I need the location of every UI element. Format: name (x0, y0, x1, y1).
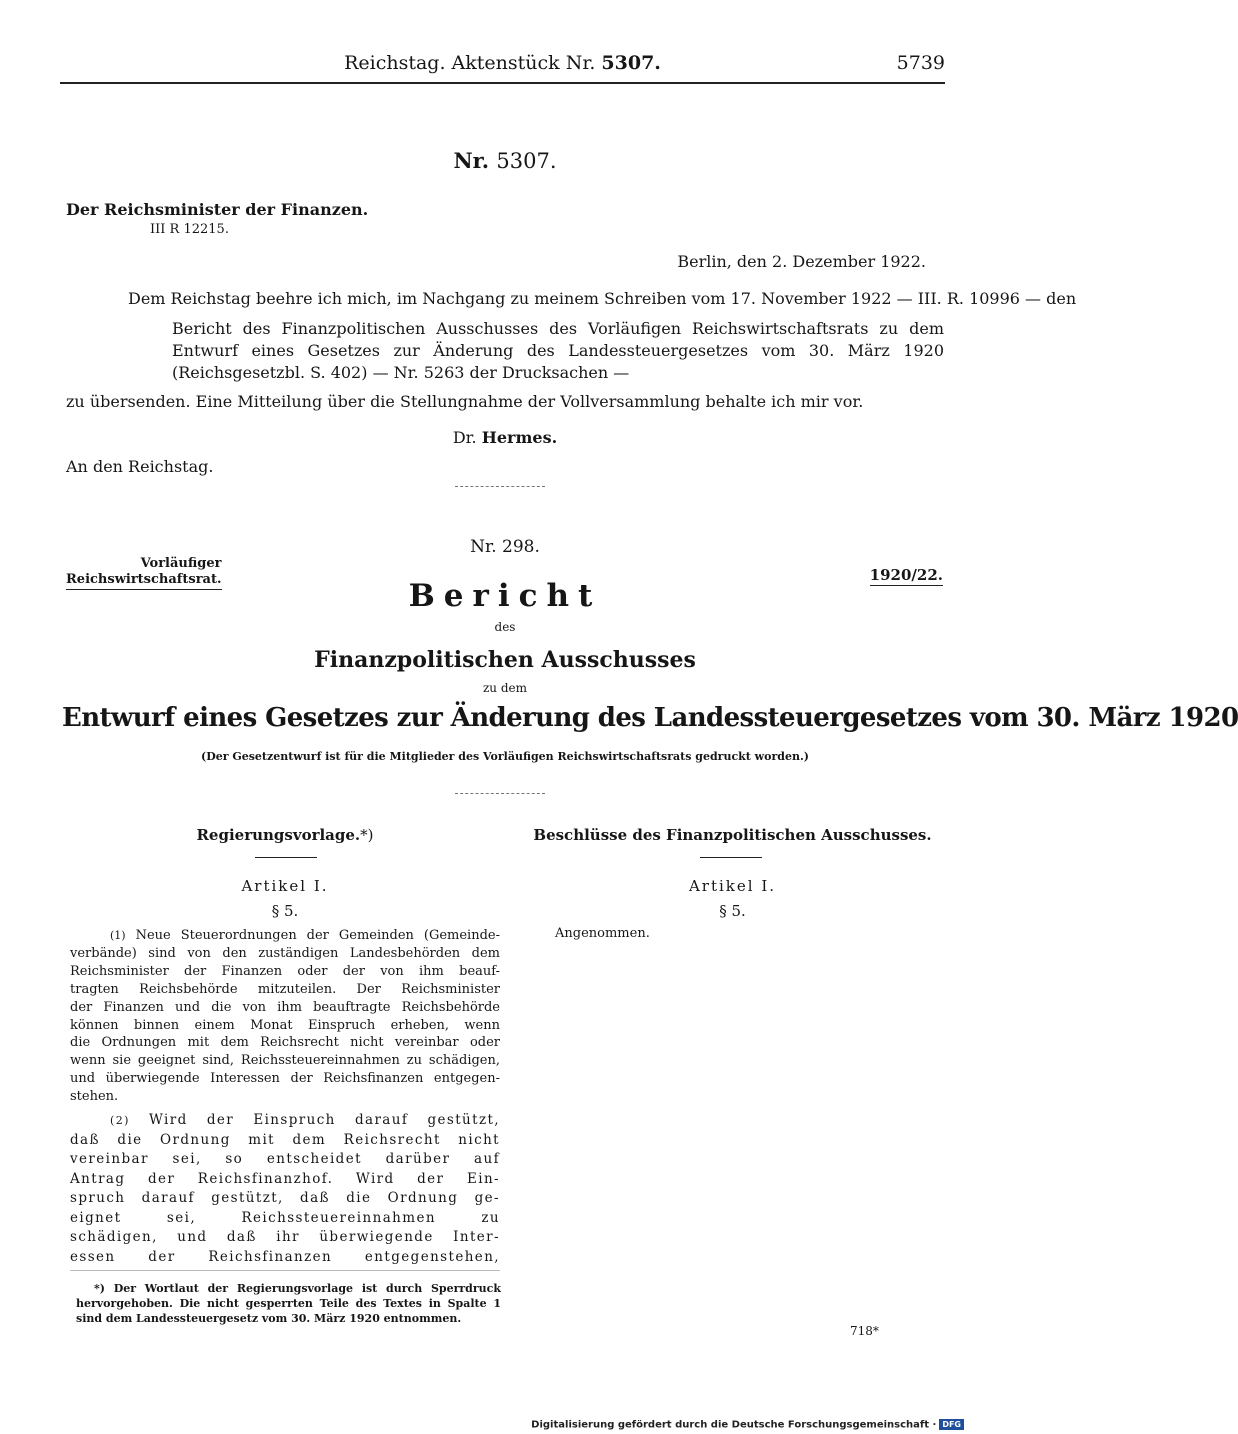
digitization-credit-text: Digitalisierung gefördert durch die Deutsche Forschungsgemeinschaft · (531, 1419, 937, 1431)
report-heading: Bericht (408, 578, 602, 614)
side-label-right: 1920/22. (869, 566, 943, 584)
text-line: schädigen, und daß ihr überwiegende Inter- (70, 1229, 500, 1245)
column-heading-rule (255, 857, 317, 858)
report-committee: Finanzpolitischen Ausschusses (314, 647, 696, 673)
sender-reference: III R 12215. (150, 222, 229, 237)
side-label-left-line: Vorläufiger (140, 556, 222, 571)
document-number (0, 148, 1010, 173)
text-line: essen der Reichsfinanzen entgegenstehen, (70, 1248, 500, 1265)
text-line: tragten Reichsbehörde mitzuteilen. Der Reichsminister (70, 981, 500, 997)
letter-subject-line: Entwurf eines Gesetzes zur Änderung des Landessteuergesetzes vom 30. März 1920 (172, 341, 944, 360)
signature (0, 428, 1010, 447)
right-column-text: Angenommen. (555, 926, 650, 941)
letter-subject-line: (Reichsgesetzbl. S. 402) — Nr. 5263 der Drucksachen — (172, 363, 630, 382)
sender: Der Reichsminister der Finanzen. (66, 200, 369, 219)
text-line: Reichsminister der Finanzen oder der von ihm beauf- (70, 963, 500, 979)
page-number: 5739 (896, 52, 945, 74)
column-heading-rule (700, 857, 762, 858)
report-heading-connector: des (494, 620, 516, 634)
signature-title: Dr. (452, 428, 477, 447)
left-article-title: Artikel I. (241, 877, 329, 895)
footnote-line: *) Der Wortlaut der Regierungsvorlage ist durch Sperrdruck (94, 1282, 501, 1295)
text-line: vereinbar sei, so entscheidet darüber auf (70, 1151, 500, 1167)
running-title (60, 52, 945, 74)
text-line: und überwiegende Interessen der Reichsfinanzen entgegen- (70, 1071, 500, 1087)
report-subject: Entwurf eines Gesetzes zur Änderung des Landessteuergesetzes vom 30. März 1920 (62, 703, 1238, 733)
text-line (70, 927, 500, 945)
column-heading-left-text: Regierungsvorlage. (196, 826, 361, 844)
signature-name: Hermes. (481, 428, 558, 447)
running-title-text: Reichstag. Aktenstück Nr. (344, 52, 602, 74)
running-title-number: 5307. (601, 52, 661, 74)
right-paragraph-number: § 5. (719, 902, 746, 920)
text-line: spruch darauf gestützt, daß die Ordnung ge- (70, 1190, 500, 1206)
column-heading-right: Beschlüsse des Finanzpolitischen Ausschusses. (533, 826, 932, 844)
report-heading-connector: zu dem (482, 681, 528, 695)
column-heading-left (70, 826, 500, 844)
letter-subject-line: Bericht des Finanzpolitischen Ausschusses des Vorläufigen Reichswirtschaftsrats zu dem (172, 319, 944, 338)
left-paragraph-1 (70, 927, 500, 1106)
section-separator (455, 793, 545, 794)
dfg-logo: DFG (939, 1419, 964, 1430)
text-line: können binnen einem Monat Einspruch erheben, wenn (70, 1017, 500, 1033)
section-separator (455, 486, 545, 487)
text-line: Antrag der Reichsfinanzhof. Wird der Ein- (70, 1170, 500, 1187)
text-line: verbände) sind von den zuständigen Landesbehörden dem (70, 945, 500, 961)
document-number-label: Nr. (453, 148, 490, 173)
digitization-credit (531, 1419, 964, 1431)
text-line: wenn sie geeignet sind, Reichssteuereinnahmen zu schädigen, (70, 1053, 500, 1069)
document-number-value: 5307. (496, 149, 557, 173)
left-paragraph-number: § 5. (271, 902, 299, 920)
dateline: Berlin, den 2. Dezember 1922. (677, 252, 926, 271)
footnote-line: sind dem Landessteuergesetz vom 30. März 1920 entnommen. (76, 1312, 462, 1325)
footnote-line: hervorgehoben. Die nicht gesperrten Teile des Textes in Spalte 1 (76, 1297, 501, 1310)
report-number: Nr. 298. (470, 537, 540, 557)
footnote-rule (70, 1270, 500, 1271)
letter-intro: Dem Reichstag beehre ich mich, im Nachgang zu meinem Schreiben vom 17. November 1922 — III. R. 10996 — den (128, 289, 1077, 308)
right-article-title: Artikel I. (688, 877, 777, 895)
subsection-number: (1) (110, 929, 126, 942)
text-line: stehen. (70, 1089, 119, 1105)
text-line: die Ordnungen mit dem Reichsrecht nicht vereinbar oder (70, 1035, 500, 1051)
text-line-content: Wird der Einspruch darauf gestützt, (149, 1112, 500, 1128)
letter-subject (172, 318, 944, 384)
left-paragraph-2 (70, 1111, 500, 1267)
text-line (70, 1111, 500, 1131)
report-note: (Der Gesetzentwurf ist für die Mitglieder des Vorläufigen Reichswirtschaftsrats gedruckt worden.) (200, 750, 809, 763)
subsection-number: (2) (110, 1114, 130, 1127)
header-rule (60, 82, 945, 84)
recipient: An den Reichstag. (66, 457, 214, 476)
footnote (76, 1281, 501, 1326)
letter-closing: zu übersenden. Eine Mitteilung über die Stellungnahme der Vollversammlung behalte ich mir vor. (66, 392, 864, 411)
side-label-left-line: Reichswirtschaftsrat. (66, 572, 222, 590)
text-line-content: Neue Steuerordnungen der Gemeinden (Gemeinde- (135, 928, 500, 943)
text-line: eignet sei, Reichssteuereinnahmen zu (70, 1209, 500, 1226)
text-line: der Finanzen und die von ihm beauftragte Reichsbehörde (70, 999, 500, 1015)
footnote-marker: *) (360, 826, 374, 844)
text-line: daß die Ordnung mit dem Reichsrecht nicht (70, 1131, 500, 1148)
running-header (60, 52, 945, 84)
sheet-number: 718* (850, 1324, 879, 1338)
